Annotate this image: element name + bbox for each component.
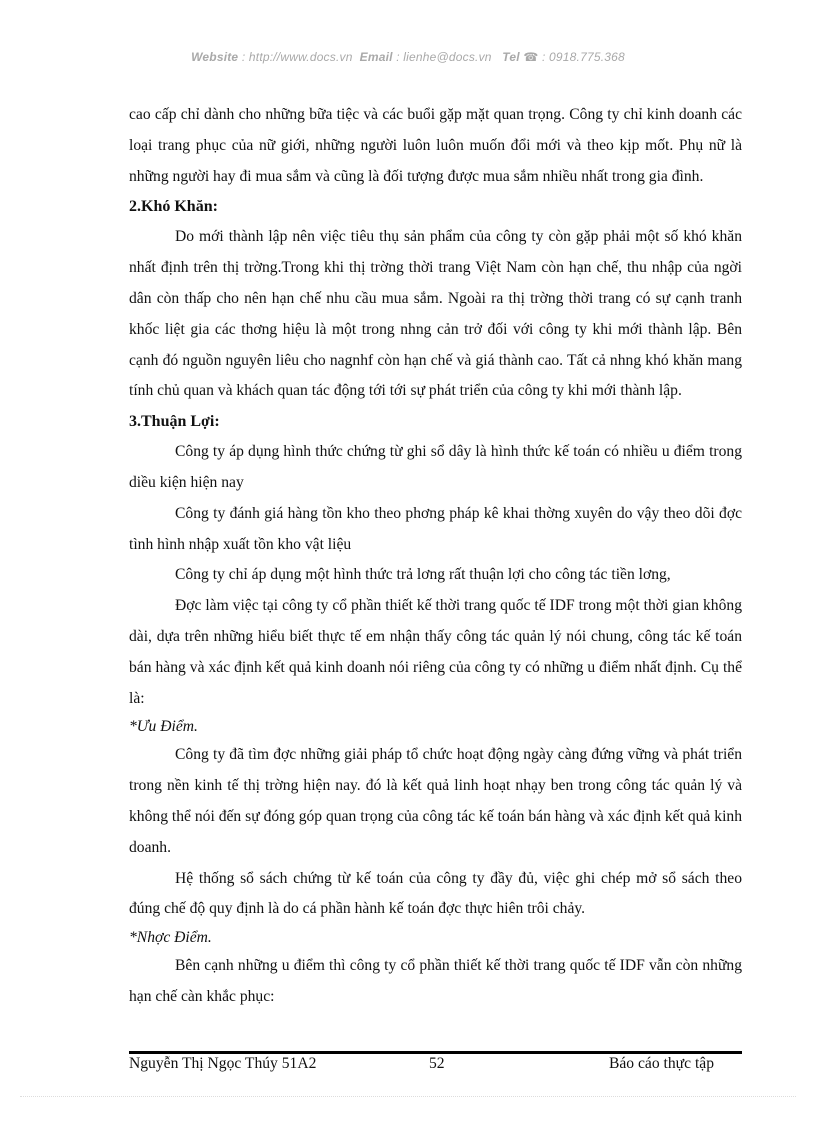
page-number: 52 (429, 1055, 445, 1072)
intro-paragraph: cao cấp chỉ dành cho những bữa tiệc và các buổi gặp mặt quan trọng. Công ty chỉ kinh doanh các loại trang phục của nữ giới, những người luôn luôn muốn đổi mới và theo kịp mốt. Phụ nữ là những người hay đi mua sắm và cũng là đối tượng được mua sắm nhiều nhất trong gia đình. (129, 106, 742, 185)
email-text: : lienhe@docs.vn (396, 50, 492, 64)
paragraph: Công ty chỉ áp dụng một hình thức trả lơng rất thuận lợi cho công tác tiền lơng, (175, 566, 671, 584)
page-footer (129, 1055, 742, 1079)
section-heading-difficulties: 2.Khó Khăn: (129, 198, 218, 216)
subheading-weaknesses: *Nhợc Điểm. (129, 929, 212, 947)
document-body (129, 100, 742, 1013)
footer-title: Báo cáo thực tập (608, 1055, 714, 1072)
paragraph: Hệ thống sổ sách chứng từ kế toán của công ty đầy đủ, việc ghi chép mở sổ sách theo đúng chế độ quy định là do cá phần hành kế toán đợc thực hiên trôi chảy. (129, 869, 742, 918)
subheading-strengths: *Ưu Điểm. (129, 718, 198, 736)
paragraph: Công ty đánh giá hàng tồn kho theo phơng pháp kê khai thờng xuyên do vậy theo dõi đợc tình hình nhập xuất tồn kho vật liệu (129, 504, 742, 553)
website-label: Website (191, 50, 239, 64)
bottom-divider (20, 1096, 796, 1097)
website-text: : http://www.docs.vn (241, 50, 353, 64)
difficulties-paragraph: Do mới thành lập nên việc tiêu thụ sản phẩm của công ty còn gặp phải một số khó khăn nhất định trên thị trờng.Trong khi thị trờng thời trang Việt Nam còn hạn chế, thu nhập của ngời dân còn thấp cho nên hạn chế nhu cầu mua sắm. Ngoài ra thị trờng thời trang có sự cạnh tranh khốc liệt gia các thơng hiệu là một trong nhng cản trở đối với công ty khi mới thành lập. Bên cạnh đó nguồn nguyên liêu cho nagnhf còn hạn chế và giá thành cao. Tất cả nhng khó khăn mang tính chủ quan và khách quan tác động tới tới sự phát triển của công ty khi mới thành lập. (129, 228, 742, 400)
footer-author: Nguyễn Thị Ngọc Thúy 51A2 (129, 1055, 317, 1072)
section-heading-advantages-overview: 3.Thuận Lợi: (129, 413, 220, 431)
tel-text: ☎ : 0918.775.368 (523, 50, 625, 64)
tel-label: Tel (502, 50, 520, 64)
email-label: Email (359, 50, 393, 64)
footer-divider (129, 1051, 742, 1054)
page-header (0, 50, 816, 64)
paragraph: Đợc làm việc tại công ty cổ phần thiết kế thời trang quốc tế IDF trong một thời gian không dài, dựa trên những hiểu biết thực tế em nhận thấy công tác quản lý nói chung, công tác kế toán bán hàng và xác định kết quả kinh doanh nói riêng của công ty có những u điểm nhất định. Cụ thể là: (129, 597, 742, 707)
paragraph: Công ty áp dụng hình thức chứng từ ghi sổ dây là hình thức kế toán có nhiều u điểm trong diều kiện hiện nay (129, 443, 742, 491)
paragraph: Công ty đã tìm đợc những giải pháp tổ chức hoạt động ngày càng đứng vững và phát triển trong nền kinh tế thị trờng hiện nay. đó là kết quả linh hoạt nhạy ben trong công tác quản lý và không thể nói đến sự đóng góp quan trọng của công tác kế toán bán hàng và xác định kết quả kinh doanh. (129, 746, 742, 856)
paragraph: Bên cạnh những u điểm thì công ty cổ phần thiết kế thời trang quốc tế IDF vẫn còn những hạn chế càn khắc phục: (129, 957, 742, 1005)
